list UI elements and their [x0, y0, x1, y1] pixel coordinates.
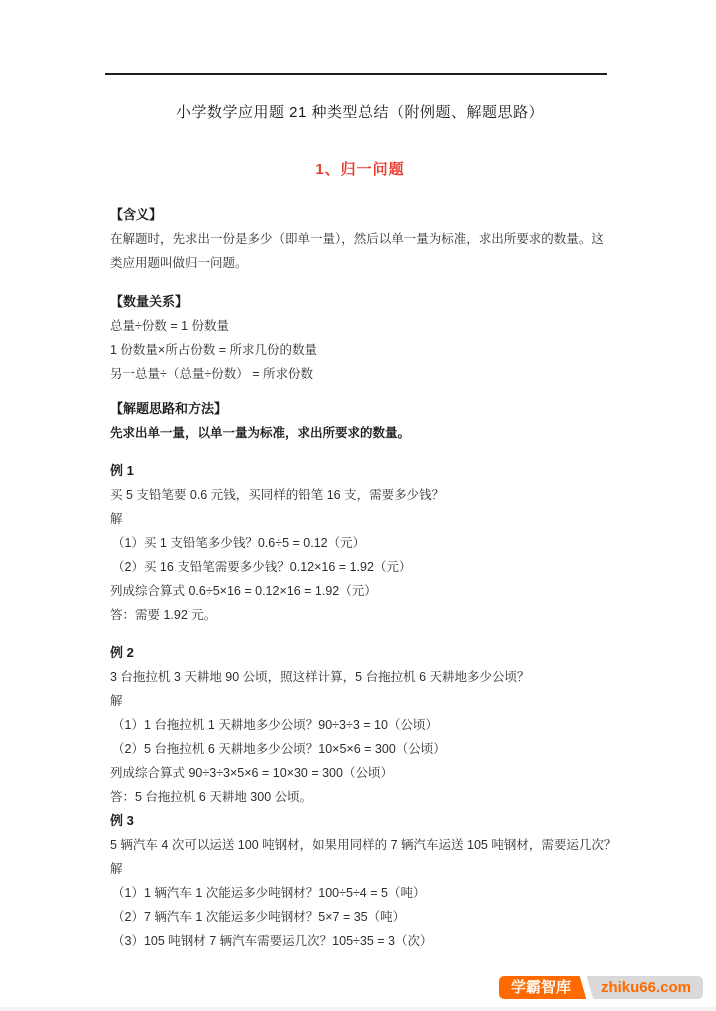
solution-label: 解 — [110, 512, 123, 526]
example-3 — [110, 809, 617, 953]
solution-step: （3）105 吨钢材 7 辆汽车需要运几次？105÷35 = 3（次） — [112, 934, 433, 948]
example-1 — [110, 459, 610, 627]
solution-step: （1）1 辆汽车 1 次能运多少吨钢材？100÷5÷4 = 5（吨） — [112, 886, 426, 900]
example-problem: 5 辆汽车 4 次可以运送 100 吨钢材，如果用同样的 7 辆汽车运送 105 吨钢材，需要运几次？ — [110, 838, 617, 852]
combined-formula: 列成综合算式 0.6÷5×16 = 0.12×16 = 1.92（元） — [110, 584, 377, 598]
example-2 — [110, 641, 610, 809]
solution-step: （1）1 台拖拉机 1 天耕地多少公顷？90÷3÷3 = 10（公顷） — [112, 718, 438, 732]
solution-step: （1）买 1 支铅笔多少钱？0.6÷5 = 0.12（元） — [112, 536, 366, 550]
relation-formula: 另一总量÷（总量÷份数） = 所求份数 — [110, 367, 313, 381]
document-title: 小学数学应用题 21 种类型总结（附例题、解题思路） — [175, 104, 545, 121]
solution-label: 解 — [110, 862, 123, 876]
combined-formula: 列成综合算式 90÷3÷3×5×6 = 10×30 = 300（公顷） — [110, 766, 393, 780]
solution-label: 解 — [110, 694, 123, 708]
page-bottom-edge — [0, 1007, 716, 1011]
example-problem: 买 5 支铅笔要 0.6 元钱，买同样的铅笔 16 支，需要多少钱？ — [110, 488, 445, 502]
meaning-body: 在解题时，先求出一份是多少（即单一量），然后以单一量为标准，求出所要求的数量。这类应用题叫做归一问题。 — [110, 232, 604, 270]
example-title: 例 3 — [110, 813, 134, 828]
example-title: 例 2 — [110, 645, 134, 660]
method-header: 【解题思路和方法】 — [110, 401, 228, 416]
relation-header: 【数量关系】 — [110, 294, 189, 309]
meaning-header: 【含义】 — [110, 207, 163, 222]
answer-line: 答：需要 1.92 元。 — [110, 608, 217, 622]
relation-formula: 1 份数量×所占份数 = 所求几份的数量 — [110, 343, 317, 357]
text-column — [110, 0, 617, 953]
example-title: 例 1 — [110, 463, 134, 478]
site-badge: zhiku66.com — [586, 976, 703, 999]
solution-step: （2）5 台拖拉机 6 天耕地多少公顷？10×5×6 = 300（公顷） — [112, 742, 446, 756]
watermark-logo — [499, 976, 703, 999]
example-problem: 3 台拖拉机 3 天耕地 90 公顷，照这样计算，5 台拖拉机 6 天耕地多少公顷？ — [110, 670, 530, 684]
chapter-heading: 1、归一问题 — [315, 161, 405, 178]
brand-badge: 学霸智库 — [499, 976, 586, 999]
solution-step: （2）7 辆汽车 1 次能运多少吨钢材？5×7 = 35（吨） — [112, 910, 406, 924]
method-body: 先求出单一量，以单一量为标准，求出所要求的数量。 — [110, 426, 411, 440]
answer-line: 答：5 台拖拉机 6 天耕地 300 公顷。 — [110, 790, 313, 804]
relation-formula: 总量÷份数 = 1 份数量 — [110, 319, 230, 333]
solution-step: （2）买 16 支铅笔需要多少钱？0.12×16 = 1.92（元） — [112, 560, 412, 574]
